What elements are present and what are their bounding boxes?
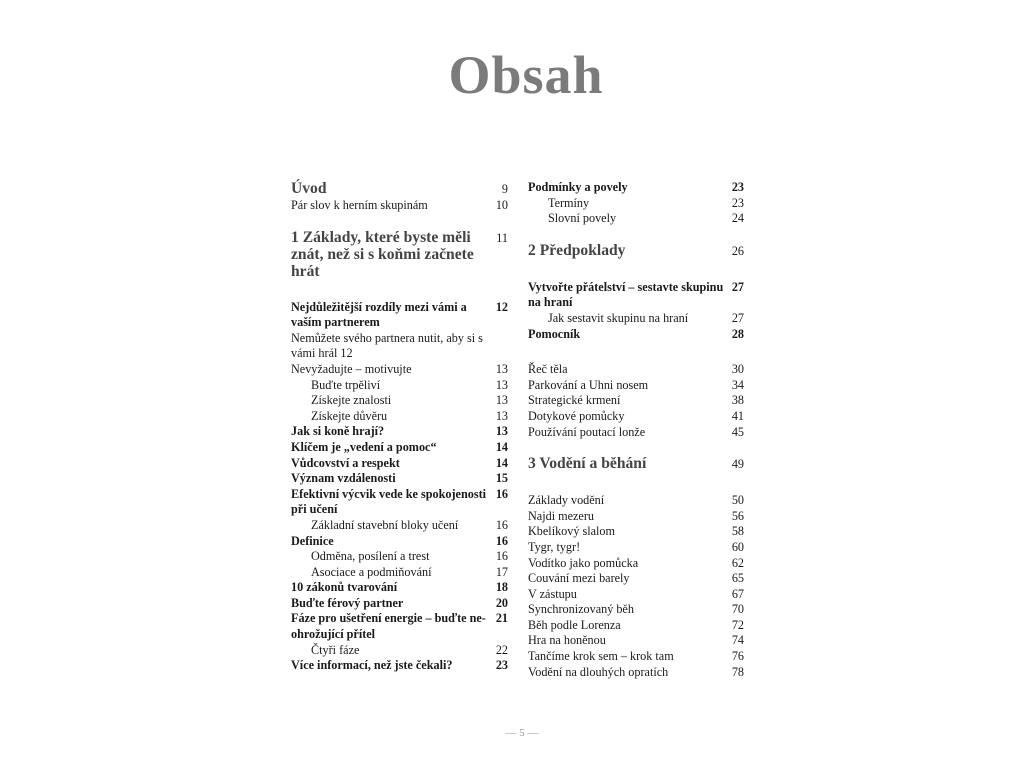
toc-entry [291, 180, 508, 198]
toc-entry [528, 571, 744, 587]
toc-entry-title: Úvod [291, 180, 327, 197]
toc-entry-page: 50 [731, 493, 744, 508]
toc-entry-title: Buďte trpěliví [311, 377, 381, 392]
toc-entry [528, 509, 744, 525]
toc-entry-page: 27 [731, 279, 744, 294]
toc-entry-page: 60 [731, 539, 744, 554]
toc-entry-page: 14 [495, 439, 508, 454]
toc-entry-page: 70 [731, 602, 744, 617]
toc-entry-title: Získejte důvěru [311, 408, 388, 423]
toc-entry-page: 18 [495, 580, 508, 595]
toc-entry [528, 493, 744, 509]
toc-entry-page: 13 [495, 393, 508, 408]
toc-entry-title: Fáze pro ušetření energie – buďte ne-ohrožující přítel [291, 611, 486, 642]
toc-entry [528, 362, 744, 378]
toc-entry-title: V zástupu [528, 586, 577, 601]
toc-entry [291, 534, 508, 550]
toc-entry [528, 665, 744, 681]
toc-entry-page: 58 [731, 524, 744, 539]
toc-entry [528, 540, 744, 556]
toc-entry-page: 49 [731, 457, 744, 472]
toc-entry [291, 198, 508, 214]
toc-entry [528, 425, 744, 441]
toc-entry-page: 13 [495, 408, 508, 423]
toc-entry-title: Dotykové pomůcky [528, 408, 625, 423]
toc-entry-page: 16 [495, 533, 508, 548]
toc-entry [528, 378, 744, 394]
toc-entry-page: 38 [731, 393, 744, 408]
page-number: — 5 — [505, 727, 539, 739]
toc-entry-title: Pár slov k herním skupinám [291, 198, 428, 212]
toc-entry [291, 424, 508, 440]
toc-entry-title: Používání poutací lonže [528, 424, 646, 439]
toc-entry-title: Vodítko jako pomůcka [528, 555, 639, 570]
toc-entry-page: 13 [495, 377, 508, 392]
toc-entry [528, 602, 744, 618]
toc-entry [528, 196, 744, 212]
toc-entry-page: 56 [731, 508, 744, 523]
toc-entry-page: 9 [501, 182, 508, 196]
toc-entry-page: 16 [495, 549, 508, 564]
toc-entry-page: 23 [731, 195, 744, 210]
toc-entry-page: 78 [731, 664, 744, 679]
toc-entry-title: Nevyžadujte – motivujte [291, 361, 412, 376]
toc-entry-page: 27 [731, 310, 744, 325]
toc-entry [291, 331, 508, 362]
toc-entry-page: 17 [495, 564, 508, 579]
toc-entry [291, 393, 508, 409]
toc-entry-title: Vodění na dlouhých opratích [528, 664, 669, 679]
toc-entry [291, 580, 508, 596]
toc-entry-page: 14 [495, 455, 508, 470]
toc-right-column [528, 180, 744, 680]
toc-entry [291, 362, 508, 378]
toc-entry-page: 13 [495, 361, 508, 376]
toc-entry [291, 518, 508, 534]
toc-entry [291, 440, 508, 456]
toc-entry-page: 67 [731, 586, 744, 601]
toc-entry-page: 62 [731, 555, 744, 570]
toc-entry [291, 549, 508, 565]
toc-entry-title: 1 Základy, které byste měli znát, než si s koňmi začnete hrát [291, 228, 474, 280]
toc-entry-title: Podmínky a povely [528, 180, 628, 194]
toc-entry-page: 10 [495, 198, 508, 212]
toc-entry [291, 487, 508, 518]
toc-entry-page: 28 [731, 326, 744, 341]
toc-entry [528, 409, 744, 425]
toc-entry [528, 649, 744, 665]
toc-entry-title: Běh podle Lorenza [528, 617, 621, 632]
toc-entry-title: Efektivní výcvik vede ke spokojenosti při učení [291, 486, 487, 517]
toc-entry-title: Řeč těla [528, 362, 568, 377]
toc-entry-page: 12 [495, 299, 508, 314]
toc-entry-page: 45 [731, 424, 744, 439]
toc-entry-title: 2 Předpoklady [528, 241, 626, 259]
toc-entry-title: Více informací, než jste čekali? [291, 658, 453, 673]
toc-entry [291, 300, 508, 331]
toc-entry-page: 16 [495, 486, 508, 501]
toc-entry [528, 180, 744, 196]
toc-entry-title: Odměna, posílení a trest [311, 549, 430, 564]
toc-entry [291, 456, 508, 472]
toc-entry [528, 327, 744, 343]
toc-entry [291, 409, 508, 425]
toc-entry-title: Klíčem je „vedení a pomoc“ [291, 439, 437, 454]
toc-entry [528, 556, 744, 572]
toc-entry-page: 20 [495, 595, 508, 610]
toc-entry-page: 23 [495, 658, 508, 673]
toc-left-column [291, 180, 508, 674]
toc-entry [528, 211, 744, 227]
toc-entry-page: 13 [495, 424, 508, 439]
toc-entry-page: 34 [731, 377, 744, 392]
toc-entry-title: Pomocník [528, 326, 581, 341]
toc-entry-title: Tygr, tygr! [528, 539, 581, 554]
toc-entry-title: Couvání mezi barely [528, 571, 630, 586]
toc-entry-page: 16 [495, 517, 508, 532]
toc-entry [528, 311, 744, 327]
toc-entry [528, 618, 744, 634]
toc-entry-title: Buďte férový partner [291, 595, 404, 610]
toc-entry-page: 72 [731, 617, 744, 632]
toc-entry-page: 21 [495, 611, 508, 626]
toc-entry-page: 65 [731, 571, 744, 586]
toc-entry-title: Synchronizovaný běh [528, 602, 634, 617]
toc-entry-title: Hra na honěnou [528, 633, 606, 648]
toc-entry [528, 280, 744, 311]
toc-entry-title: Vůdcovství a respekt [291, 455, 400, 470]
toc-entry-page: 30 [731, 362, 744, 377]
toc-entry-page: 15 [495, 471, 508, 486]
toc-entry [528, 242, 744, 260]
toc-entry-page: 76 [731, 649, 744, 664]
toc-entry [291, 596, 508, 612]
toc-entry-title: Najdi mezeru [528, 508, 594, 523]
toc-entry-title: Význam vzdálenosti [291, 471, 396, 486]
toc-entry [528, 393, 744, 409]
toc-entry-title: 3 Vodění a běhání [528, 455, 647, 473]
toc-entry [528, 524, 744, 540]
toc-entry [528, 587, 744, 603]
toc-entry-title: Kbelíkový slalom [528, 524, 615, 539]
toc-entry-page: 23 [731, 180, 744, 194]
toc-entry-title: Parkování a Uhni nosem [528, 377, 649, 392]
toc-entry-title: Čtyři fáze [311, 642, 360, 657]
toc-entry-title: 10 zákonů tvarování [291, 580, 398, 595]
toc-entry-title: Termíny [548, 195, 590, 210]
toc-entry-page: 41 [731, 408, 744, 423]
toc-entry-title: Jak sestavit skupinu na hraní [548, 310, 689, 325]
toc-entry-title: Nejdůležitější rozdíly mezi vámi a vaším partnerem [291, 299, 467, 330]
toc-entry [291, 611, 508, 642]
toc-entry-page: 26 [731, 243, 744, 258]
toc-entry [528, 633, 744, 649]
toc-entry-page: 22 [495, 642, 508, 657]
toc-entry-title: Základní stavební bloky učení [311, 517, 459, 532]
toc-entry-page: 11 [496, 230, 508, 245]
toc-entry-title: Slovní povely [548, 211, 617, 226]
toc-entry [291, 565, 508, 581]
toc-entry-title: Základy vodění [528, 493, 605, 508]
toc-entry [291, 229, 508, 280]
toc-entry-title: Získejte znalosti [311, 393, 392, 408]
toc-entry-title: Tančíme krok sem – krok tam [528, 649, 674, 664]
toc-entry [291, 378, 508, 394]
toc-entry-title: Asociace a podmiňování [311, 564, 432, 579]
toc-entry [291, 471, 508, 487]
toc-entry-title: Nemůžete svého partnera nutit, aby si s vámi hrál 12 [291, 330, 483, 361]
toc-entry [528, 455, 744, 473]
toc-entry-title: Vytvořte přátelství – sestavte skupinu na hraní [528, 279, 724, 310]
toc-entry-page: 74 [731, 633, 744, 648]
page-title: Obsah [448, 45, 604, 105]
toc-entry-title: Definice [291, 533, 334, 548]
toc-entry [291, 643, 508, 659]
toc-entry-page: 24 [731, 211, 744, 226]
toc-entry-title: Jak si koně hrají? [291, 424, 385, 439]
toc-entry [291, 658, 508, 674]
toc-entry-title: Strategické krmení [528, 393, 621, 408]
